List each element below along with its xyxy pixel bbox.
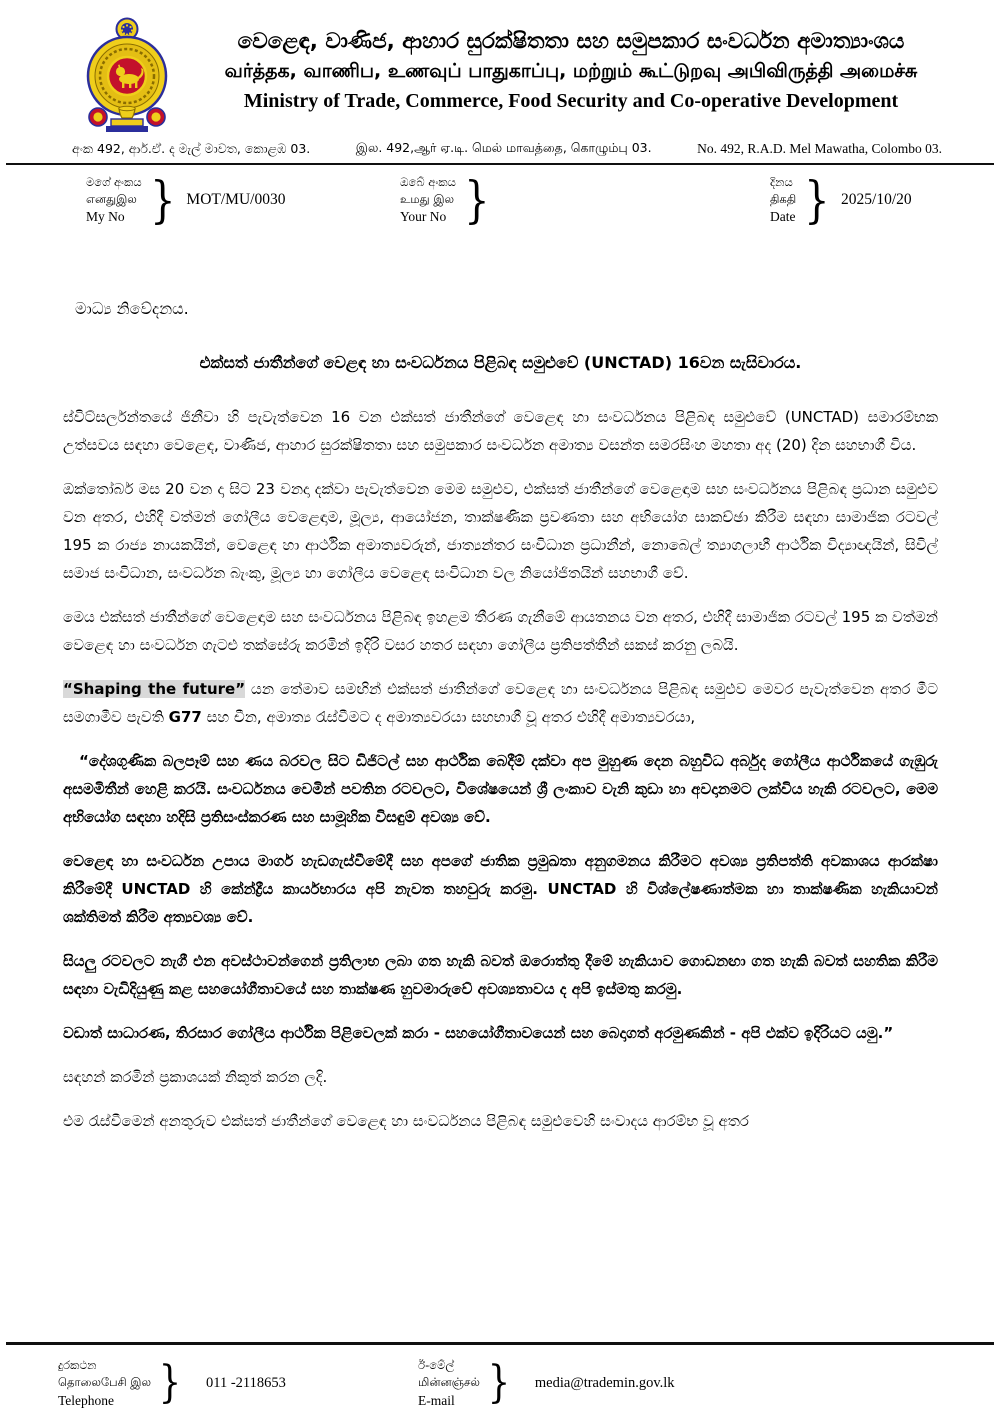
your-no-labels: [400, 174, 456, 226]
your-no-label-english: Your No: [400, 209, 447, 225]
footer-row: [0, 1353, 1000, 1414]
your-no-label-sinhala: ඔබේ අංකය: [400, 174, 456, 189]
ministry-name-sinhala: වෙළෙඳ, වාණිජ, ආහාර සුරක්ෂිතතා සහ සමුපකාර සංවර්ධන අමාත්‍යාංශය: [237, 29, 905, 54]
date-labels: [770, 174, 796, 226]
sri-lanka-national-emblem-icon: [76, 16, 178, 138]
telephone-label-sinhala: දුරකථන: [58, 1358, 97, 1372]
header-divider: [6, 163, 994, 165]
text-run: ඔක්තෝබර් මස 20 වන දා සිට 23 වනදා දක්වා පැවැත්වෙන මෙම සමුළුව, එක්සත් ජාතීන්ගේ වෙළෙඳාම සහ සංවර්ධනය පිළිබඳ ප්‍රධාන සමුළුව වන අතර, එහිදී වත්මන් ගෝලීය වෙළෙඳාම, මූල්‍ය, ආයෝජන, තාක්ෂණික ප්‍රවණතා සහ අභියෝග සාකච්ඡා කිරීම සඳහා සාමාජික රටවල් 195 ක රාජ්‍ය නායකයින්, වෙළෙඳ හා ආර්ථික අමාත්‍යවරුන්, ජාත්‍යන්තර සංවිධාන ප්‍රධානීන්, නොබෙල් ත්‍යාගලාභී ආර්ථික විද්‍යාඥයින්, සිවිල් සමාජ සංවිධාන, සංවර්ධන බැංකු, මූල්‍ය හා ගෝලීය වෙළෙඳ සංවිධාන වල නියෝජිතයින් සහභාගී වේ.: [63, 480, 938, 582]
email-labels: [418, 1357, 480, 1409]
date-value: 2025/10/20: [841, 191, 912, 208]
paragraph: [63, 475, 938, 587]
paragraph: [63, 847, 938, 931]
letterhead: [0, 0, 1000, 138]
brace-glyph: }: [804, 171, 830, 229]
paragraph: [63, 1019, 938, 1047]
date-label-sinhala: දිනය: [770, 174, 793, 189]
text-run: මෙය එක්සත් ජාතීන්ගේ වෙළෙඳාම සහ සංවර්ධනය පිළිබඳ ඉහළම තීරණ ගැනීමේ ආයතනය වන අතර, එහිදී සාමාජික රටවල් 195 ක වත්මන් වෙළෙඳ හා සංවර්ධන ගැටළු තක්සේරු කරමින් ඉදිරි වසර හතර සඳහා ගෝලීය ප්‍රතිපත්තීන් සකස් කරනු ලබයි.: [63, 608, 938, 654]
paragraph: [63, 403, 938, 459]
paragraph: [63, 1107, 938, 1135]
address-tamil: இல. 492,ஆர் ஏ.டி. மெல் மாவத்தை, கொழும்பு 03.: [355, 140, 652, 155]
brace-glyph: }: [464, 171, 490, 229]
footer-email: [418, 1357, 675, 1409]
letter-body: [63, 299, 938, 1135]
text-run: වඩාත් සාධාරණ, තිරසාර ගෝලීය ආර්ථික පිළිවෙලක් කරා - සහයෝගීතාවයෙන් සහ බෙදාගත් අරමුණකින් - අපි එක්ව ඉදිරියට යමු.”: [63, 1024, 894, 1042]
my-no-value: MOT/MU/0030: [186, 191, 286, 208]
text-run: එම රැස්වීමෙන් අනතුරුව එක්සත් ජාතීන්ගේ වෙළෙඳ හා සංවර්ධනය පිළිබඳ සමුළුවෙහි සංවාදය ආරම්භ වූ අතර: [63, 1112, 749, 1130]
text-run: වෙළෙඳ හා සංවර්ධන උපාය මාර්ග හැඩගැස්වීමේදී සහ අපගේ ජාතික ප්‍රමුඛතා අනුගමනය කිරීමට අවශ්‍ය ප්‍රතිපත්ති අවකාශය ආරක්ෂා කිරීමේදී UNCTAD හි කේන්ද්‍රීය කාර්යභාරය අපි නැවත තහවුරු කරමු. UNCTAD හි විශ්ලේෂණාත්මක හා තාක්ෂණික හැකියාවන් ශක්තිමත් කිරීම අත්‍යවශ්‍ය වේ.: [63, 852, 938, 926]
ministry-name-english: Ministry of Trade, Commerce, Food Security and Co-operative Development: [243, 89, 899, 112]
text-run: සහ චීන, අමාත්‍ය රැස්වීමට ද අමාත්‍යවරයා සහභාගී වූ අතර එහිදී අමාත්‍යවරයා,: [201, 708, 696, 726]
date-label-tamil: திகதி: [770, 192, 797, 207]
text-run: සඳහන් කරමින් ප්‍රකාශයක් නිකුත් කරන ලදි.: [63, 1068, 328, 1086]
telephone-labels: [58, 1357, 151, 1409]
brace-glyph: }: [487, 1357, 511, 1409]
brace-glyph: }: [149, 171, 176, 229]
footer-telephone: [58, 1357, 286, 1409]
ministry-titles: [178, 16, 964, 138]
your-no-label-tamil: உமது இல: [400, 192, 455, 207]
email-label-english: E-mail: [418, 1392, 455, 1408]
ref-my-no: [86, 171, 285, 229]
body-paragraphs: [63, 403, 938, 1135]
email-label-sinhala: ඊ-මේල්: [418, 1358, 455, 1372]
press-release-heading: එක්සත් ජාතීන්ගේ වෙළඳ හා සංවර්ධනය පිළිබඳ සමුළුවේ (UNCTAD) 16වන සැසිවාරය.: [199, 353, 802, 372]
paragraph: [63, 1063, 938, 1091]
address-row: [0, 138, 1000, 163]
paragraph: [63, 747, 938, 831]
letter-footer: [0, 1342, 1000, 1414]
theme-highlight-text: “Shaping the future”: [63, 680, 246, 698]
text-run: G77: [168, 708, 202, 726]
document-type-label: මාධ්‍ය නිවේදනය.: [75, 299, 189, 318]
text-run: සියලු රටවලට නැගී එන අවස්ථාවන්ගෙන් ප්‍රතිලාභ ලබා ගත හැකි බවත් ඔරොත්තු දීමේ හැකියාව ගොඩනඟා ගත හැකි බවත් සහතික කිරීම සඳහා වැඩිදියුණු කළ සහයෝගීතාවයේ සහ තාක්ෂණ හුවමාරුවේ අවශ්‍යතාවය ද අපි ඉස්මතු කරමු.: [63, 952, 938, 998]
paragraph: [63, 603, 938, 659]
address-english: No. 492, R.A.D. Mel Mawatha, Colombo 03.: [697, 141, 942, 156]
my-no-label-english: My No: [86, 209, 125, 225]
email-label-tamil: மின்னஞ்சல்: [418, 1375, 480, 1390]
footer-divider: [6, 1342, 994, 1345]
my-no-label-sinhala: මගේ අංකය: [86, 174, 142, 189]
text-run: යන තේමාව සමඟින් එක්සත් ජාතීන්ගේ වෙළෙඳ හා සංවර්ධනය පිළිබඳ සමුළුව මෙවර පැවැත්වෙන අතර මීට සමගාමීව පැවති: [63, 680, 938, 726]
telephone-value: 011 -2118653: [206, 1374, 286, 1391]
ref-date: [770, 171, 912, 229]
ref-your-no: [400, 171, 501, 229]
paragraph: [63, 675, 938, 731]
address-sinhala: අංක 492, ආර්.ඒ. ද මැල් මාවත, කොළඹ 03.: [72, 141, 311, 156]
my-no-label-tamil: எனதுஇல: [86, 192, 137, 207]
my-no-labels: [86, 174, 142, 226]
ministry-name-tamil: வர்த்தக, வாணிப, உணவுப் பாதுகாப்பு, மற்றும் கூட்டுறவு அபிவிருத்தி அமைச்சு: [224, 60, 918, 83]
date-label-english: Date: [770, 209, 796, 225]
telephone-label-tamil: தொலைபேசி இல: [58, 1375, 151, 1390]
text-run: “දේශගුණික බලපෑම් සහ ණය බරවල සිට ඩිජිටල් සහ ආර්ථික බෙදීම් දක්වා අප මුහුණ දෙන බහුවිධ අර්බුද ගෝලීය ආර්ථිකයේ ගැඹුරු අසමමිතීන් හෙළි කරයි. සංවර්ධනය වෙමින් පවතින රටවලට, විශේෂයෙන් ශ්‍රී ලංකාව වැනි කුඩා හා අවදානමට ලක්විය හැකි රටවලට, මෙම අභියෝග සඳහා හදිසි ප්‍රතිසංස්කරණ සහ සාමූහික විසඳුම් අවශ්‍ය වේ.: [63, 752, 938, 826]
paragraph: [63, 947, 938, 1003]
text-run: ස්විට්සර්ලන්තයේ ජිනීවා හි පැවැත්වෙන 16 වන එක්සත් ජාතීන්ගේ වෙළෙඳ හා සංවර්ධනය පිළිබඳ සමුළුවේ (UNCTAD) සමාරම්භක උත්සවය සඳහා වෙළෙඳ, වාණිජ, ආහාර සුරක්ෂිතතා සහ සමුපකාර සංවර්ධන අමාත්‍ය වසන්ත සමරසිංහ මහතා අද (20) දින සහභාගී විය.: [63, 408, 938, 454]
brace-glyph: }: [158, 1357, 182, 1409]
email-value: media@trademin.gov.lk: [534, 1374, 675, 1391]
telephone-label-english: Telephone: [58, 1392, 115, 1408]
reference-row: [0, 171, 1000, 233]
